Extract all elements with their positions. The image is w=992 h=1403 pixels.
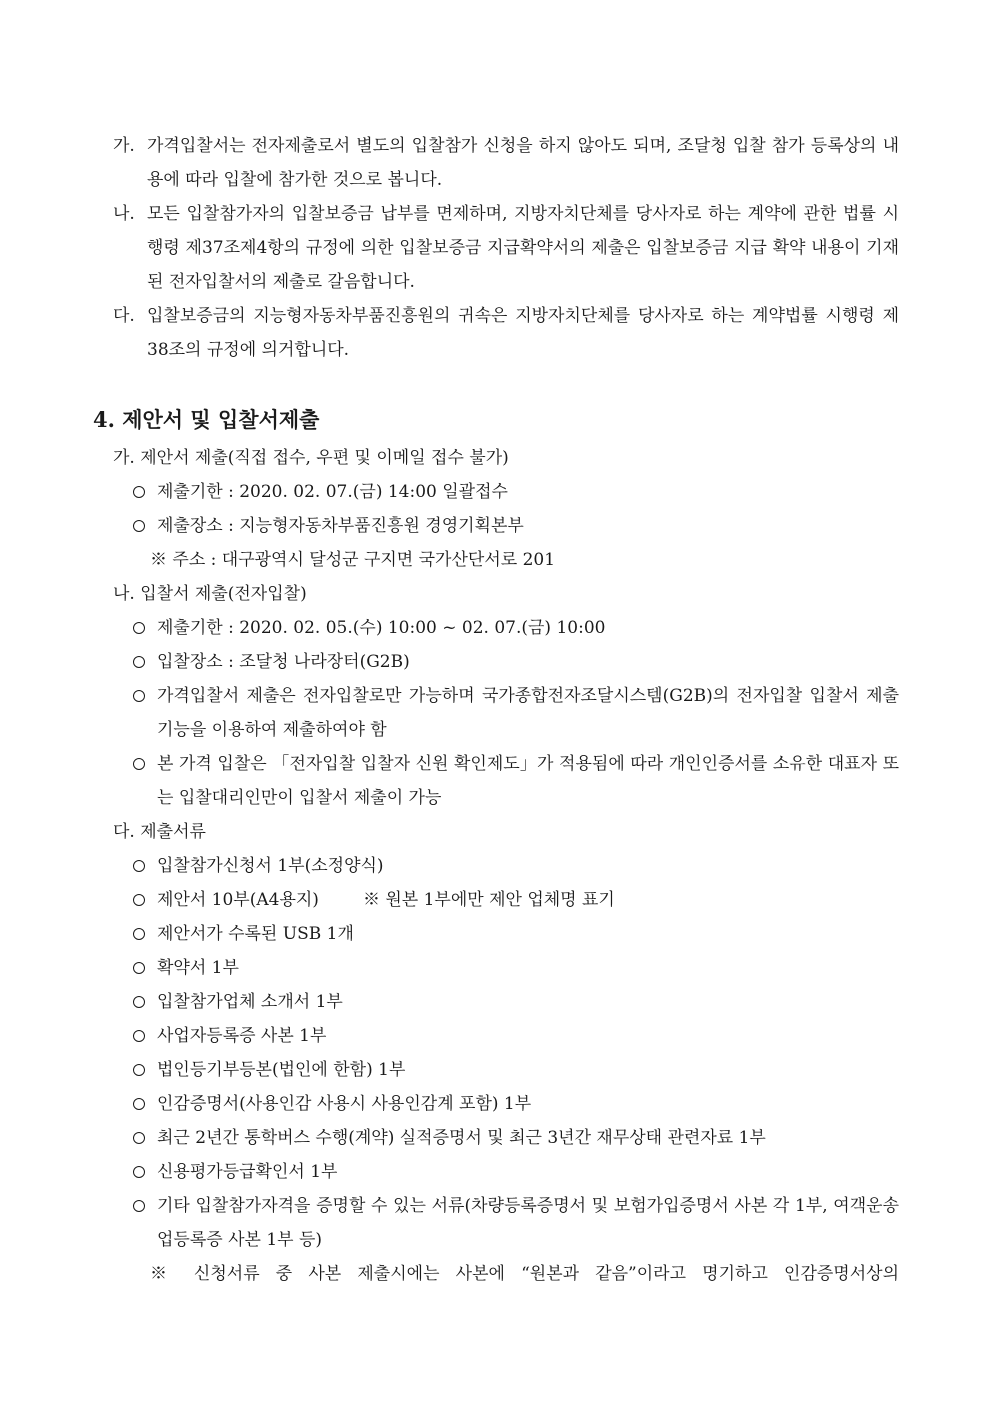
na-price-bid-text: 가격입찰서 제출은 전자입찰로만 가능하며 국가종합전자조달시스템(G2B)의 전자입찰 입찰서 제출기능을 이용하여 제출하여야 함	[157, 686, 899, 740]
na-price-bid	[133, 679, 899, 747]
subsection-title-ga: 가. 제안서 제출(직접 접수, 우편 및 이메일 접수 불가)	[113, 448, 509, 468]
item-marker: 가.	[113, 136, 135, 156]
na-deadline	[133, 611, 899, 645]
bullet-circle-icon	[133, 996, 145, 1008]
na-deadline-text: 제출기한 : 2020. 02. 05.(수) 10:00 ~ 02. 07.(금) 10:00	[157, 618, 606, 638]
bullet-circle-icon	[133, 1200, 145, 1212]
item-text: 가격입찰서는 전자제출로서 별도의 입찰참가 신청을 하지 않아도 되며, 조달청 입찰 참가 등록상의 내용에 따라 입찰에 참가한 것으로 봅니다.	[147, 136, 899, 190]
doc-item-text: 제안서가 수록된 USB 1개	[157, 924, 354, 944]
ga-address-note: ※ 주소 : 대구광역시 달성군 구지면 국가산단서로 201	[150, 550, 556, 570]
doc-item-text: 법인등기부등본(법인에 한함) 1부	[157, 1060, 406, 1080]
doc-item	[133, 1053, 899, 1087]
doc-item-text: 기타 입찰참가자격을 증명할 수 있는 서류(차량등록증명서 및 보험가입증명서 사본 각 1부, 여객운송업등록증 사본 1부 등)	[157, 1196, 899, 1250]
ga-deadline	[133, 475, 899, 509]
doc-item-text: 사업자등록증 사본 1부	[157, 1026, 327, 1046]
bullet-marker	[133, 1189, 157, 1223]
proposal-note: ※ 원본 1부에만 제안 업체명 표기	[362, 890, 615, 910]
bullet-circle-icon	[133, 1098, 145, 1110]
bullet-circle-icon	[133, 894, 145, 906]
doc-item-text: 인감증명서(사용인감 사용시 사용인감계 포함) 1부	[157, 1094, 532, 1114]
item-text: 모든 입찰참가자의 입찰보증금 납부를 면제하며, 지방자치단체를 당사자로 하는 계약에 관한 법률 시행령 제37조제4항의 규정에 의한 입찰보증금 지급확약서의 제출은 입찰보증금 지급 확약 내용이 기재된 전자입찰서의 제출로 갈음합니다.	[147, 204, 899, 292]
bullet-circle-icon	[133, 758, 145, 770]
doc-item	[133, 1189, 899, 1257]
item-marker: 다.	[113, 306, 135, 326]
doc-item	[133, 849, 899, 883]
bullet-circle-icon	[133, 1166, 145, 1178]
bullet-circle-icon	[133, 622, 145, 634]
section-heading: 4. 제안서 및 입찰서제출	[93, 407, 320, 432]
doc-item	[133, 883, 899, 917]
subsection-title-da: 다. 제출서류	[113, 822, 206, 842]
item-text: 입찰보증금의 지능형자동차부품진흥원의 귀속은 지방자치단체를 당사자로 하는 계약법률 시행령 제38조의 규정에 의거합니다.	[147, 306, 899, 360]
na-place-text: 입찰장소 : 조달청 나라장터(G2B)	[157, 652, 410, 672]
intro-item-ga	[113, 129, 899, 197]
bullet-circle-icon	[133, 962, 145, 974]
item-marker: 나.	[113, 204, 135, 224]
bullet-marker	[133, 679, 157, 713]
bullet-circle-icon	[133, 690, 145, 702]
na-identity-text: 본 가격 입찰은 「전자입찰 입찰자 신원 확인제도」가 적용됨에 따라 개인인증서를 소유한 대표자 또는 입찰대리인만이 입찰서 제출이 가능	[157, 754, 899, 808]
bullet-marker	[133, 747, 157, 781]
bullet-circle-icon	[133, 860, 145, 872]
doc-item	[133, 1019, 899, 1053]
copy-note: ※ 신청서류 중 사본 제출시에는 사본에 “원본과 같음”이라고 명기하고 인감증명서상의	[150, 1264, 899, 1284]
doc-item	[133, 985, 899, 1019]
doc-item	[133, 917, 899, 951]
bullet-circle-icon	[133, 1132, 145, 1144]
bullet-circle-icon	[133, 1064, 145, 1076]
doc-item	[133, 951, 899, 985]
bullet-circle-icon	[133, 1030, 145, 1042]
bullet-circle-icon	[133, 520, 145, 532]
doc-item	[133, 1121, 899, 1155]
bullet-circle-icon	[133, 486, 145, 498]
doc-item-text: 신용평가등급확인서 1부	[157, 1162, 338, 1182]
na-identity	[133, 747, 899, 815]
intro-item-da	[113, 299, 899, 367]
doc-item-text: 확약서 1부	[157, 958, 239, 978]
ga-deadline-text: 제출기한 : 2020. 02. 07.(금) 14:00 일괄접수	[157, 482, 508, 502]
intro-item-na	[113, 197, 899, 299]
ga-place-text: 제출장소 : 지능형자동차부품진흥원 경영기획본부	[157, 516, 524, 536]
doc-item	[133, 1087, 899, 1121]
bullet-circle-icon	[133, 928, 145, 940]
doc-item-text: 제안서 10부(A4용지)	[157, 890, 319, 910]
doc-item-text: 입찰참가신청서 1부(소정양식)	[157, 856, 384, 876]
ga-place	[133, 509, 899, 543]
subsection-title-na: 나. 입찰서 제출(전자입찰)	[113, 584, 307, 604]
doc-item-text: 최근 2년간 통학버스 수행(계약) 실적증명서 및 최근 3년간 재무상태 관련자료 1부	[157, 1128, 766, 1148]
bullet-circle-icon	[133, 656, 145, 668]
doc-item	[133, 1155, 899, 1189]
na-place	[133, 645, 899, 679]
doc-item-text: 입찰참가업체 소개서 1부	[157, 992, 343, 1012]
